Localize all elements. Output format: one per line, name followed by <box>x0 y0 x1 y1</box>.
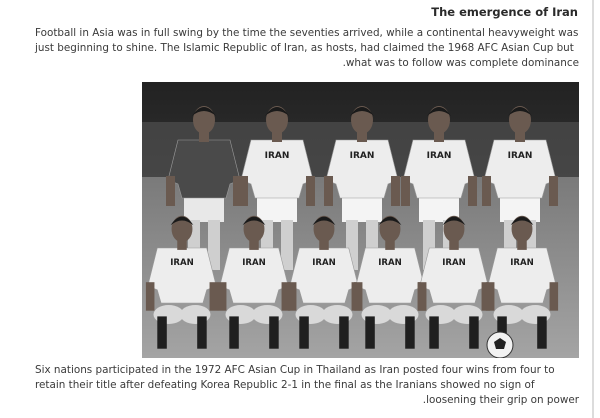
shirt-lettering: IRAN <box>426 151 452 161</box>
shirt-lettering: IRAN <box>378 258 402 269</box>
caption-line: Six nations participated in the 1972 AFC Asian Cup in Thailand as Iran posted four wins from four to <box>35 364 555 376</box>
caption-line: .loosening their grip on power <box>422 394 579 407</box>
section-heading: The emergence of Iran <box>431 5 578 19</box>
shirt-lettering: IRAN <box>242 258 266 269</box>
intro-paragraph <box>35 26 579 72</box>
team-photo-image <box>142 82 579 358</box>
shirt-lettering: IRAN <box>510 258 534 269</box>
shirt-lettering: IRAN <box>507 151 533 161</box>
team-photo <box>142 82 579 358</box>
intro-line: Football in Asia was in full swing by the time the seventies arrived, while a continental heavyweight was <box>35 27 579 39</box>
page-divider <box>592 0 594 418</box>
shirt-lettering: IRAN <box>312 258 336 269</box>
photo-caption <box>35 363 579 409</box>
caption-line: retain their title after defeating Korea Republic 2-1 in the final as the Iranians showed no sign of <box>35 379 535 392</box>
intro-line: just beginning to shine. The Islamic Republic of Iran, as hosts, had claimed the 1968 AFC Asian Cup but <box>35 42 574 55</box>
shirt-lettering: IRAN <box>264 151 290 161</box>
football <box>487 332 513 358</box>
shirt-lettering: IRAN <box>349 151 375 161</box>
shirt-lettering: IRAN <box>442 258 466 269</box>
shirt-lettering: IRAN <box>170 258 194 269</box>
intro-line: .what was to follow was complete dominance <box>342 57 579 70</box>
